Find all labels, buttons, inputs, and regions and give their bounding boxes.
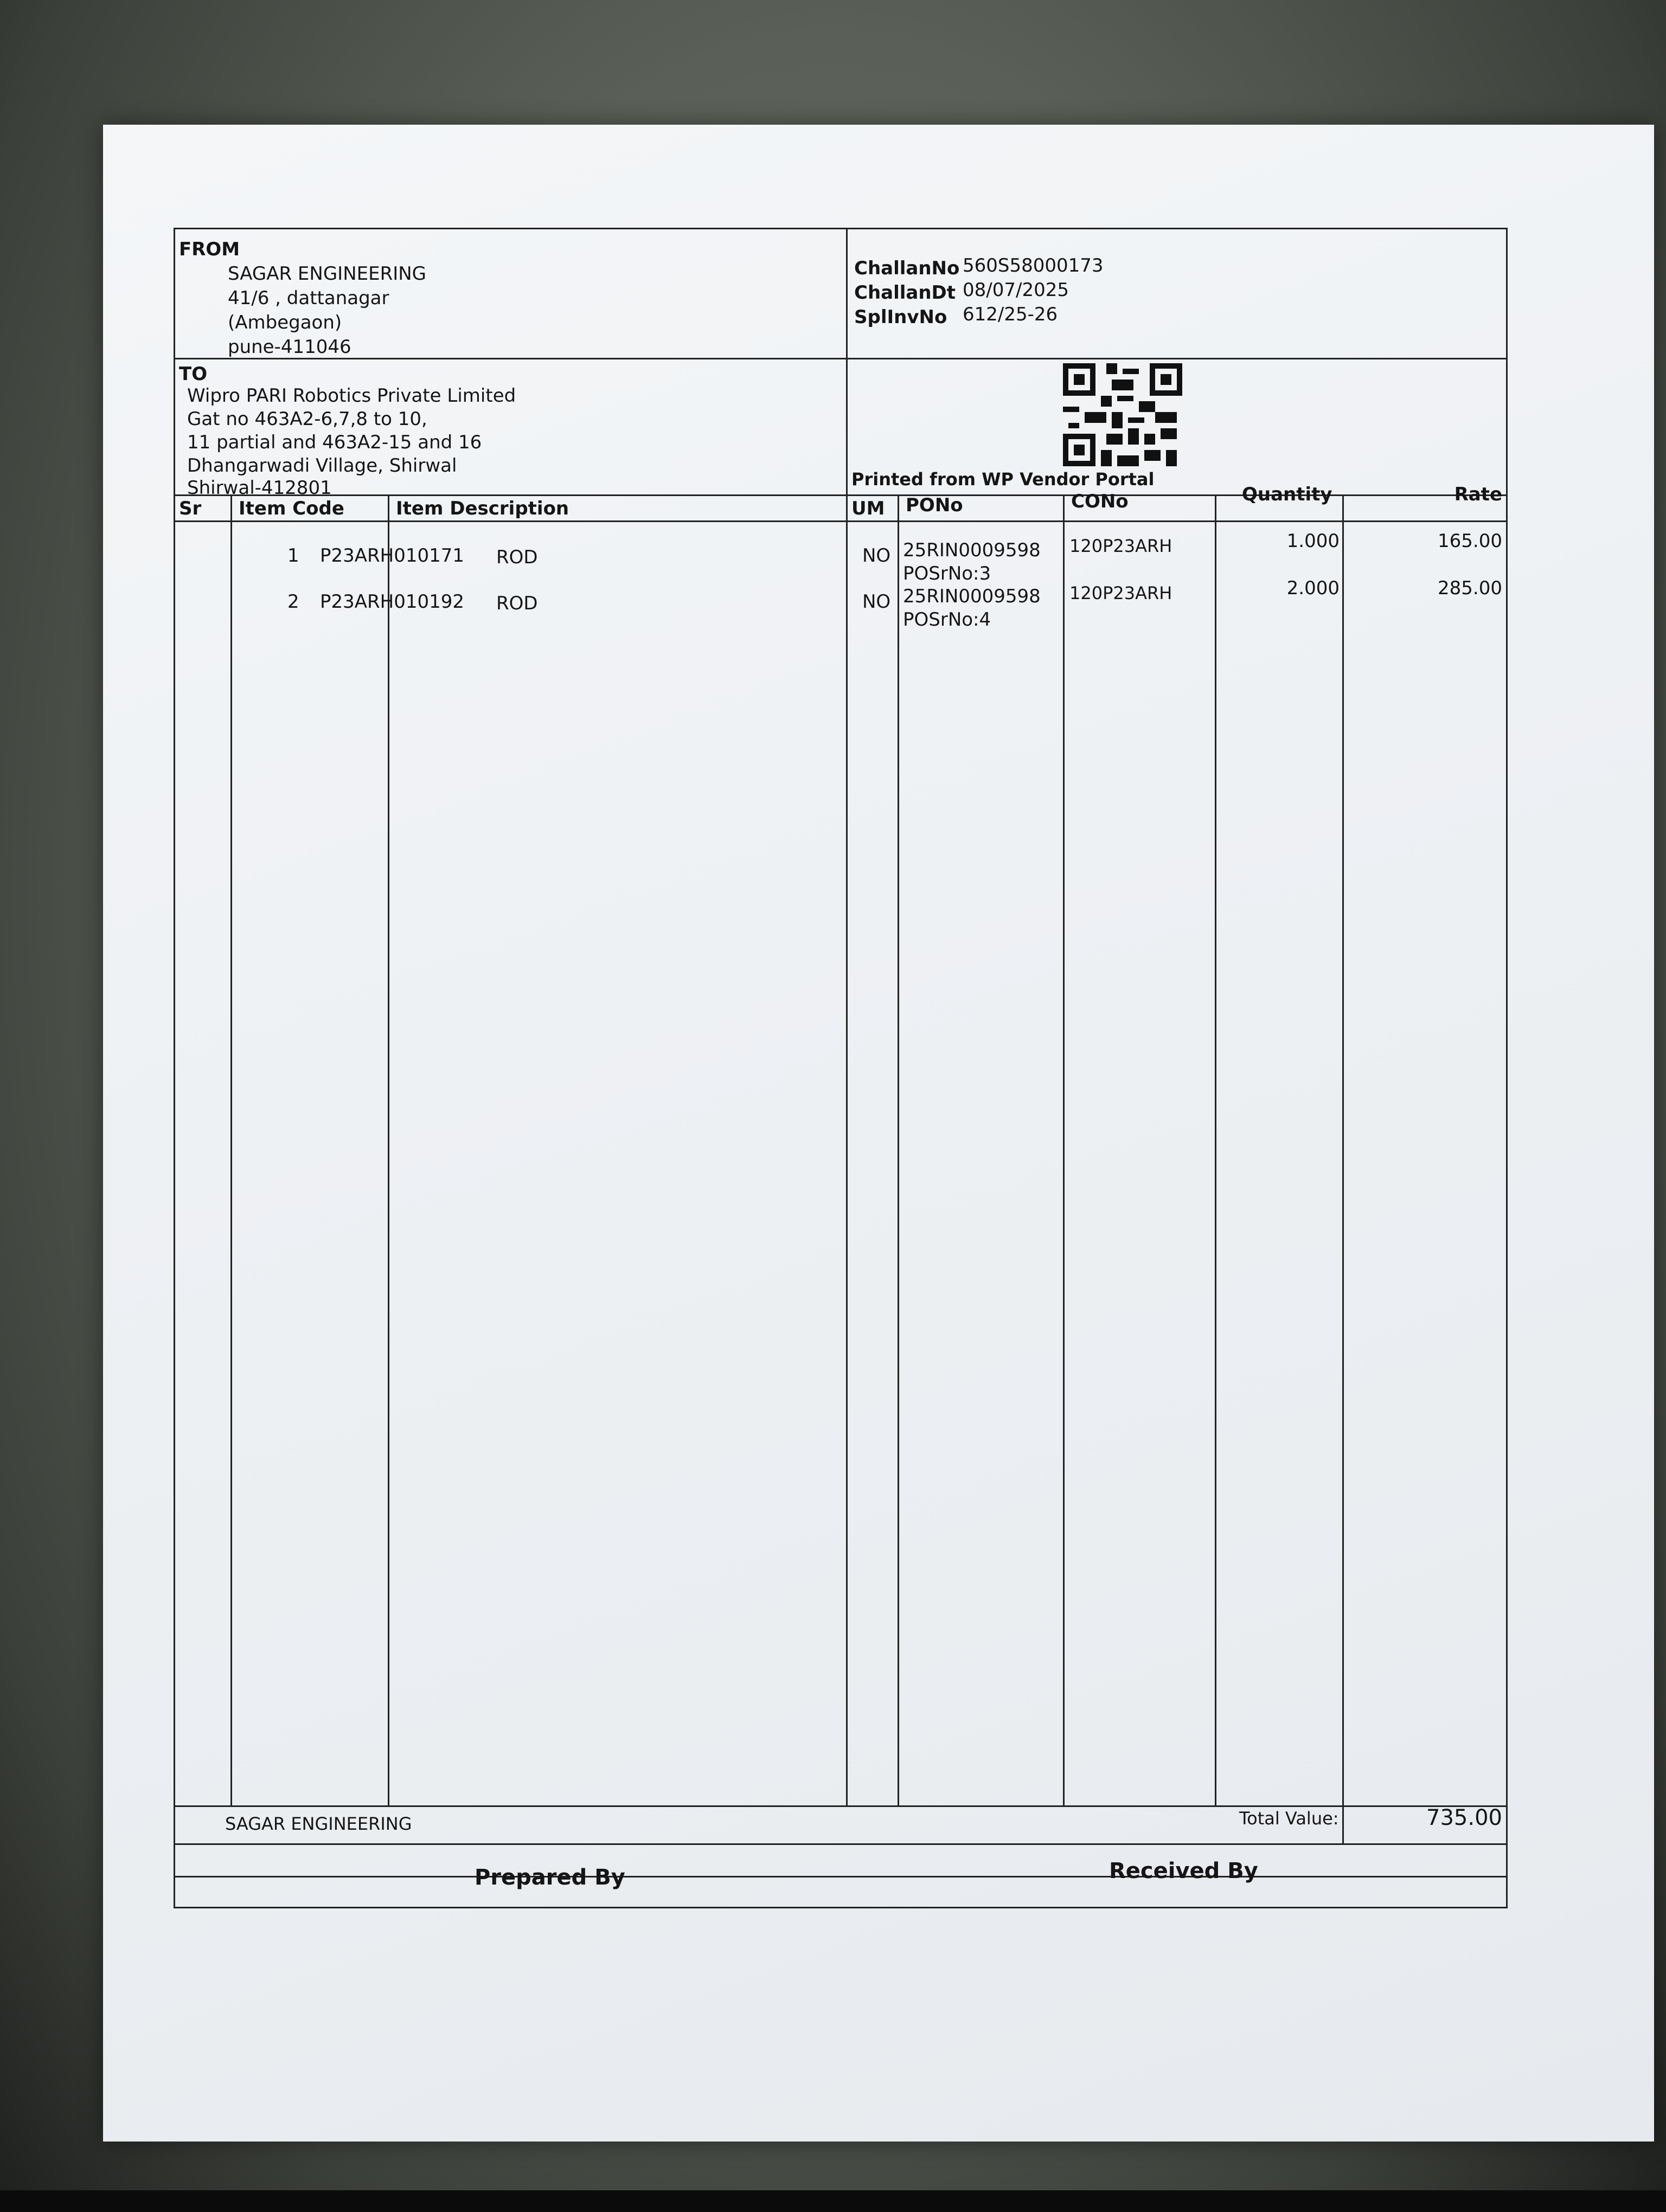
challan-date-label: ChallanDt xyxy=(854,282,956,304)
col-header-um: UM xyxy=(851,498,885,519)
col-divider-item-desc xyxy=(846,494,848,1805)
row2-item-code: P23ARH010192 xyxy=(320,591,465,613)
col-header-item-code: Item Code xyxy=(239,498,344,519)
col-header-quantity: Quantity xyxy=(1242,484,1332,505)
row1-um: NO xyxy=(862,545,891,567)
col-header-cono: CONo xyxy=(1071,491,1129,512)
row1-rate: 165.00 xyxy=(1438,530,1502,552)
challan-no-label: ChallanNo xyxy=(854,258,960,279)
portal-note: Printed from WP Vendor Portal xyxy=(851,469,1155,490)
received-by-label: Received By xyxy=(1109,1859,1258,1883)
row1-quantity: 1.000 xyxy=(1286,530,1340,552)
challan-frame xyxy=(174,228,1508,1908)
header-divider xyxy=(174,358,1508,359)
row2-quantity: 2.000 xyxy=(1286,577,1340,599)
table-body-bottom xyxy=(174,1805,1508,1807)
qr-code-icon xyxy=(1063,363,1182,466)
col-header-item-description: Item Description xyxy=(396,498,569,519)
table-header-bottom xyxy=(174,520,1508,522)
col-divider-item-code xyxy=(388,494,389,1805)
row2-um: NO xyxy=(862,591,891,613)
col-divider-um xyxy=(898,494,899,1805)
col-header-sr: Sr xyxy=(179,498,202,519)
to-address-line3: Dhangarwadi Village, Shirwal xyxy=(187,455,457,477)
col-divider-pono xyxy=(1063,494,1065,1805)
row2-rate: 285.00 xyxy=(1438,577,1502,599)
spl-inv-no-value: 612/25-26 xyxy=(963,304,1058,325)
from-company-name: SAGAR ENGINEERING xyxy=(228,263,427,285)
col-divider-quantity xyxy=(1342,494,1344,1805)
col-divider-sr xyxy=(230,494,232,1805)
to-company-name: Wipro PARI Robotics Private Limited xyxy=(187,385,516,407)
row1-sr: 1 xyxy=(287,545,299,567)
prepared-by-label: Prepared By xyxy=(475,1865,625,1890)
to-address-line2: 11 partial and 463A2-15 and 16 xyxy=(187,432,482,453)
to-heading: TO xyxy=(179,363,208,385)
row2-item-description: ROD xyxy=(496,593,538,614)
from-address-line3: pune-411046 xyxy=(228,336,351,358)
row2-posrno: POSrNo:4 xyxy=(903,609,991,631)
row1-cono: 120P23ARH xyxy=(1069,536,1172,556)
header-vertical-divider xyxy=(846,228,848,494)
to-address-line1: Gat no 463A2-6,7,8 to 10, xyxy=(187,408,427,430)
col-header-rate: Rate xyxy=(1454,484,1502,505)
total-value-amount: 735.00 xyxy=(1426,1805,1502,1830)
col-header-pono: PONo xyxy=(906,494,963,516)
col-divider-cono xyxy=(1215,494,1216,1805)
photo-bottom-strip xyxy=(0,2190,1666,2212)
row2-sr: 2 xyxy=(287,591,299,613)
row2-cono: 120P23ARH xyxy=(1069,583,1172,603)
row1-item-description: ROD xyxy=(496,546,538,568)
row2-pono: 25RIN0009598 xyxy=(903,586,1041,607)
from-address-line1: 41/6 , dattanagar xyxy=(228,287,389,309)
to-address-line4: Shirwal-412801 xyxy=(187,477,332,499)
spl-inv-no-label: SplInvNo xyxy=(854,306,947,328)
row1-pono: 25RIN0009598 xyxy=(903,539,1041,561)
footer-divider-2 xyxy=(174,1876,1508,1877)
row1-item-code: P23ARH010171 xyxy=(320,545,465,567)
total-divider xyxy=(1342,1805,1344,1843)
footer-company-name: SAGAR ENGINEERING xyxy=(225,1814,412,1834)
total-value-label: Total Value: xyxy=(1239,1808,1339,1829)
from-address-line2: (Ambegaon) xyxy=(228,312,342,333)
footer-divider-1 xyxy=(174,1843,1508,1845)
challan-date-value: 08/07/2025 xyxy=(963,279,1069,301)
from-heading: FROM xyxy=(179,239,240,260)
row1-posrno: POSrNo:3 xyxy=(903,563,991,584)
challan-no-value: 560S58000173 xyxy=(963,255,1104,276)
